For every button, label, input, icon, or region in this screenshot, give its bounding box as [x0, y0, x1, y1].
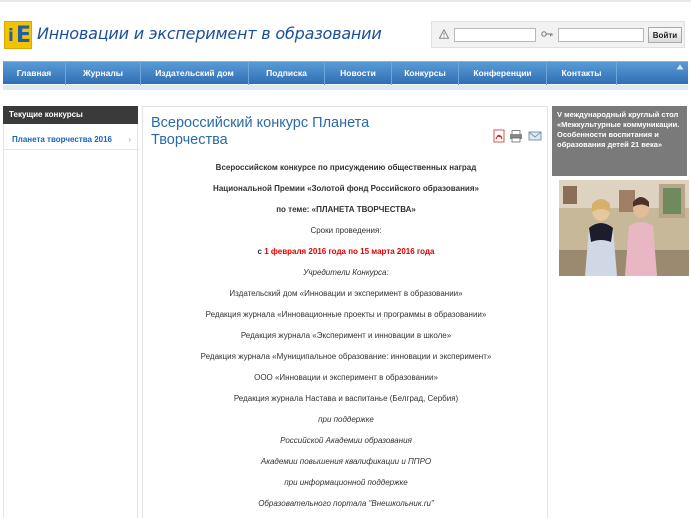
nav-item-contests[interactable]: Конкурсы: [392, 62, 459, 85]
nav-item-subscription[interactable]: Подписка: [249, 62, 325, 85]
key-icon: [541, 30, 553, 38]
article-line: Национальной Премии «Золотой фонд Российского образования»: [213, 184, 479, 193]
site-header: [0, 2, 691, 58]
article-line: Редакция журнала Настава и васпитанье (Белград, Сербия): [233, 394, 459, 403]
main-nav: [3, 61, 688, 84]
article-content: [142, 106, 548, 518]
article-line: при поддержке: [318, 415, 374, 424]
roundtable-banner[interactable]: V международный круглый стол «Межкультурные коммуникации. Особенности воспитания и образования детей 21 века»: [552, 106, 687, 176]
article-line: при информационной поддержке: [284, 478, 408, 487]
article-title: Всероссийский конкурс Планета Творчества: [151, 115, 370, 148]
article-line: по теме: «ПЛАНЕТА ТВОРЧЕСТВА»: [276, 205, 416, 214]
article-line: Издательский дом «Инновации и эксперимент в образовании»: [229, 289, 463, 298]
article-line: Российской Академии образования: [280, 436, 412, 445]
article-line: Редакция журнала «Эксперимент и инновации в школе»: [240, 331, 452, 340]
chevron-right-icon: ›: [128, 135, 131, 144]
nav-item-journals[interactable]: Журналы: [66, 62, 141, 85]
nav-item-publishing-house[interactable]: Издательский дом: [141, 62, 249, 85]
article-tools: [493, 129, 543, 143]
article-line: ООО «Инновации и эксперимент в образовании»: [254, 373, 438, 382]
warning-icon: [439, 29, 449, 39]
print-icon[interactable]: [510, 131, 522, 143]
site-title[interactable]: Инновации и эксперимент в образовании: [37, 24, 382, 43]
sidebar-item-label: Планета творчества 2016: [12, 135, 112, 144]
sidebar-item-planet-creativity[interactable]: [4, 130, 139, 150]
login-panel: [431, 21, 685, 48]
article-line: Образовательного портала "Внешкольник.ru": [258, 499, 434, 508]
article-line: Всероссийском конкурсе по присуждению общественных наград: [215, 163, 477, 172]
nav-subbar: [3, 85, 688, 90]
login-button[interactable]: Войти: [648, 27, 682, 43]
current-contests-heading: Текущие конкурсы: [3, 106, 138, 124]
article-line: Редакция журнала «Муниципальное образование: инновации и эксперимент»: [200, 352, 492, 361]
pdf-icon[interactable]: [494, 130, 504, 142]
article-line: Редакция журнала «Инновационные проекты и программы в образовании»: [205, 310, 487, 319]
password-input[interactable]: [558, 28, 644, 42]
site-logo-icon[interactable]: i E: [4, 21, 32, 49]
article-line: Учредители Конкурса:: [303, 268, 389, 277]
date-prefix: с: [257, 247, 265, 256]
event-photo[interactable]: [559, 180, 689, 276]
left-sidebar: [3, 124, 138, 518]
contest-dates: [143, 247, 549, 256]
nav-item-home[interactable]: Главная: [3, 62, 66, 85]
email-icon[interactable]: [529, 132, 541, 140]
nav-item-conferences[interactable]: Конференции: [459, 62, 547, 85]
article-line: Академии повышения квалификации и ППРО: [260, 457, 432, 466]
username-input[interactable]: [454, 28, 536, 42]
nav-item-news[interactable]: Новости: [325, 62, 392, 85]
article-line: Сроки проведения:: [310, 226, 382, 235]
date-range: 1 февраля 2016 года по 15 марта 2016 года: [264, 247, 435, 256]
arrow-up-icon[interactable]: [676, 64, 684, 70]
nav-item-contacts[interactable]: Контакты: [547, 62, 617, 85]
